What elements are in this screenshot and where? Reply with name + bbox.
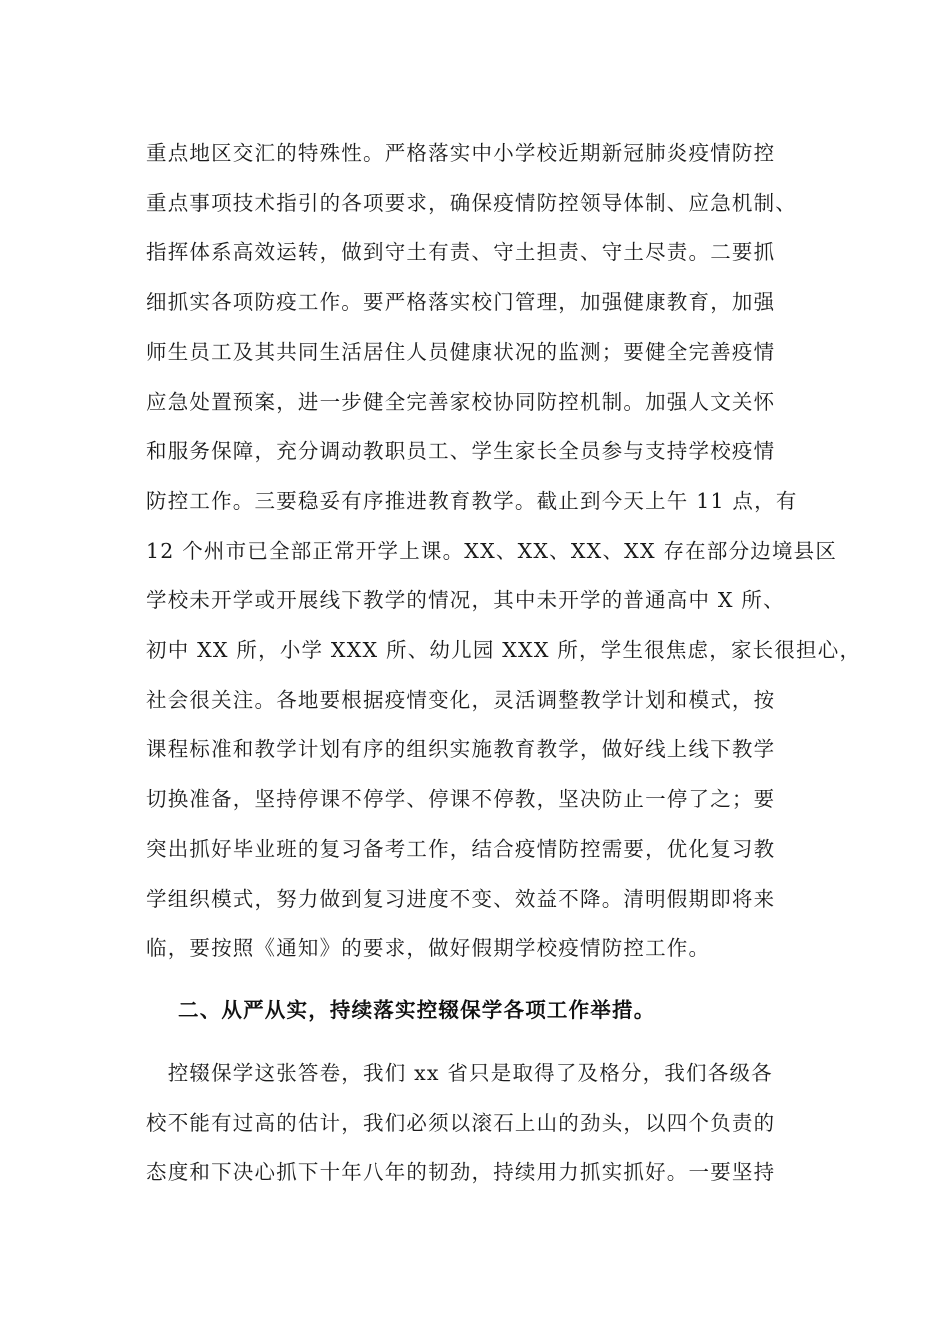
text-line: 切换准备，坚持停课不停学、停课不停教，坚决防止一停了之；要 bbox=[146, 787, 776, 812]
text-line: 态度和下决心抓下十年八年的韧劲，持续用力抓实抓好。一要坚持 bbox=[146, 1160, 776, 1185]
text-line: 重点事项技术指引的各项要求，确保疫情防控领导体制、应急机制、 bbox=[146, 190, 797, 215]
text-line: 防控工作。三要稳妥有序推进教育教学。截止到今天上午 11 点，有 bbox=[146, 488, 798, 513]
text-line: 初中 XX 所，小学 XXX 所、幼儿园 XXX 所，学生很焦虑，家长很担心， bbox=[146, 638, 862, 662]
text-line: 指挥体系高效运转，做到守土有责、守土担责、守土尽责。二要抓 bbox=[146, 240, 776, 265]
text-line: 校不能有过高的估计，我们必须以滚石上山的劲头，以四个负责的 bbox=[146, 1110, 776, 1135]
section-heading: 二、从严从实，持续落实控辍保学各项工作举措。 bbox=[178, 998, 656, 1022]
text-line: 突出抓好毕业班的复习备考工作，结合疫情防控需要，优化复习教 bbox=[146, 836, 776, 861]
text-line: 临，要按照《通知》的要求，做好假期学校疫情防控工作。 bbox=[146, 936, 711, 961]
text-line: 学组织模式，努力做到复习进度不变、效益不降。清明假期即将来 bbox=[146, 886, 776, 911]
text-line: 控辍保学这张答卷，我们 xx 省只是取得了及格分，我们各级各 bbox=[146, 1061, 773, 1085]
text-line: 社会很关注。各地要根据疫情变化，灵活调整教学计划和模式，按 bbox=[146, 687, 776, 712]
text-line: 学校未开学或开展线下教学的情况，其中未开学的普通高中 X 所、 bbox=[146, 588, 785, 613]
text-line: 师生员工及其共同生活居住人员健康状况的监测；要健全完善疫情 bbox=[146, 339, 776, 364]
text-line: 12 个州市已全部正常开学上课。XX、XX、XX、XX 存在部分边境县区 bbox=[146, 538, 838, 563]
text-line: 课程标准和教学计划有序的组织实施教育教学，做好线上线下教学 bbox=[146, 737, 776, 762]
text-line: 重点地区交汇的特殊性。严格落实中小学校近期新冠肺炎疫情防控 bbox=[146, 141, 776, 165]
text-line: 应急处置预案，进一步健全完善家校协同防控机制。加强人文关怀 bbox=[146, 389, 776, 414]
text-line: 和服务保障，充分调动教职员工、学生家长全员参与支持学校疫情 bbox=[146, 439, 776, 464]
text-line: 细抓实各项防疫工作。要严格落实校门管理，加强健康教育，加强 bbox=[146, 290, 776, 315]
